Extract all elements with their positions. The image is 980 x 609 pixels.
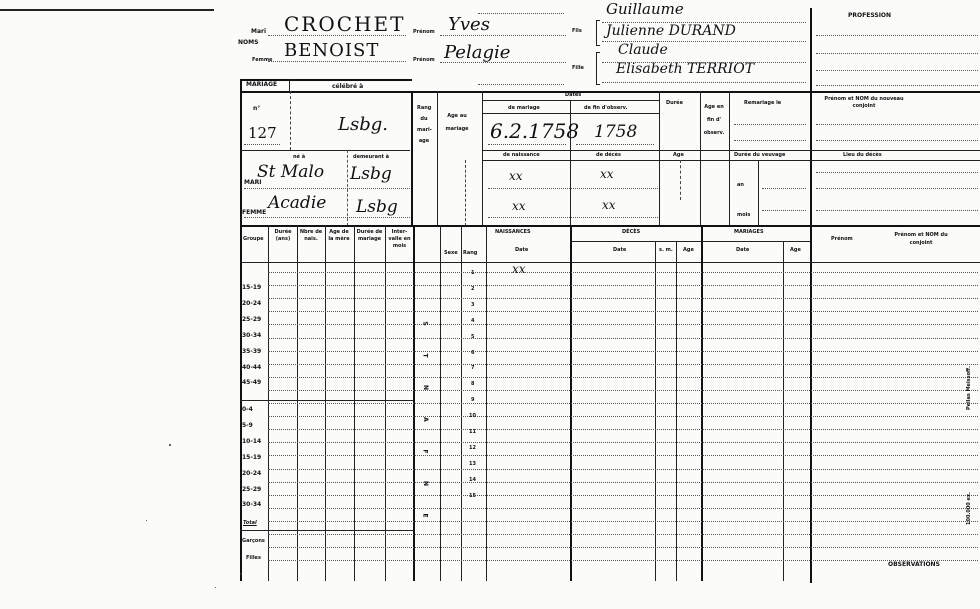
duree-right-rule xyxy=(700,91,701,226)
remariage-line-2 xyxy=(734,140,806,141)
mariage-left-rule xyxy=(240,79,242,225)
naissance-line-2 xyxy=(488,217,658,218)
rank-number: 10 xyxy=(469,413,476,419)
speck-3 xyxy=(215,587,216,588)
rank-number: 6 xyxy=(471,350,475,356)
grid-row-line xyxy=(268,521,978,522)
grid-row-line xyxy=(268,560,978,561)
subheader-rule xyxy=(570,241,810,242)
grid-row-line xyxy=(268,534,978,535)
grid-row-line xyxy=(268,495,978,496)
fils-brace xyxy=(596,20,600,46)
rank-number: 12 xyxy=(469,445,476,451)
grid-row-line xyxy=(268,442,978,443)
femme-residence: Lsbg xyxy=(356,197,398,217)
wife-surname-line xyxy=(268,61,406,62)
mariages-age-header: Age xyxy=(790,247,801,253)
mari-residence: Lsbg xyxy=(350,164,392,184)
celebre-label: célébré à xyxy=(332,83,364,90)
husband-surname-line xyxy=(268,35,406,36)
veuvage-divider xyxy=(758,160,759,226)
observations-label: OBSERVATIONS xyxy=(888,561,940,568)
lieu-deces-label: Lieu du décès xyxy=(843,152,882,158)
naissances-header: NAISSANCES xyxy=(495,229,531,235)
husband-extra-line xyxy=(478,13,564,14)
date-fin-value: 1758 xyxy=(594,122,638,142)
mari-label: Mari xyxy=(251,28,267,35)
age-group-label: 5-9 xyxy=(242,422,253,429)
duree-ans-header: Durée (ans) xyxy=(274,229,292,242)
rang-right-rule xyxy=(437,91,438,226)
nouveau-conjoint-label: Prénom et NOM du nouveau conjoint xyxy=(824,96,904,109)
enfants-letter: T xyxy=(421,353,429,358)
remariage-line-1 xyxy=(734,124,806,125)
rank-number: 13 xyxy=(469,461,476,467)
age-fin-label: Age en fin d' observ. xyxy=(703,104,725,136)
total-label: Total xyxy=(243,520,257,526)
speck-1 xyxy=(169,444,171,446)
duree-mariage-header: Durée de mariage xyxy=(356,229,383,242)
mari-deces: xx xyxy=(600,167,614,181)
age-group-label: 15-19 xyxy=(242,284,262,291)
husband-mother: Julienne DURAND xyxy=(606,23,736,39)
conjoint-line-2 xyxy=(816,140,978,141)
rank-number: 5 xyxy=(471,334,475,340)
speck-4 xyxy=(240,573,242,575)
mariage-title: MARIAGE xyxy=(246,81,278,88)
prenom-header: Prénom xyxy=(831,236,853,242)
profession-line-3 xyxy=(816,70,978,71)
lieu-line-3 xyxy=(816,210,978,211)
grid-row-line xyxy=(268,403,978,404)
profession-line-2 xyxy=(816,53,978,54)
age-deces-dash xyxy=(679,160,681,200)
ne-a-label: né à xyxy=(293,154,306,160)
grid-row-line xyxy=(268,429,978,430)
rank-number: 11 xyxy=(469,429,476,435)
wife-prenom-label: Prénom xyxy=(413,57,435,63)
grid-row-line xyxy=(268,508,978,509)
husband-firstname: Yves xyxy=(448,14,490,35)
date-fin-line xyxy=(576,144,654,145)
enfants-letter: N xyxy=(422,384,430,391)
number-divider xyxy=(289,91,291,150)
grid-row-line xyxy=(268,311,978,312)
husband-firstname-line xyxy=(440,35,566,36)
conjoint-line-1 xyxy=(816,124,978,125)
col-decesdate-rule xyxy=(655,241,656,581)
age-group-label: 45-49 xyxy=(242,379,262,386)
filles-label: Filles xyxy=(246,555,261,561)
age-group-label: 20-24 xyxy=(242,300,262,307)
age-deces-label: Age xyxy=(673,152,684,158)
de-mariage-label: de mariage xyxy=(508,105,540,111)
col-sm-rule xyxy=(676,241,677,581)
de-fin-label: de fin d'observ. xyxy=(584,105,628,111)
sexe-header: Sexe xyxy=(444,250,458,256)
grid-left-rule xyxy=(240,225,242,581)
profession-title: PROFESSION xyxy=(848,12,892,19)
mari-row-label: MARI xyxy=(244,179,262,186)
mariages-header: MARIAGES xyxy=(734,229,764,235)
rank-number: 15 xyxy=(469,493,476,499)
first-birth-date: xx xyxy=(512,262,526,276)
fille-label: Fille xyxy=(572,65,584,71)
veuvage-line-1 xyxy=(762,188,806,189)
de-naissance-label: de naissance xyxy=(503,152,540,158)
veuvage-line-2 xyxy=(762,210,806,211)
top-left-rule xyxy=(0,9,214,11)
age-group-label: 30-34 xyxy=(242,332,262,339)
deces-header: DÉCÈS xyxy=(622,229,641,235)
wife-firstname-line xyxy=(440,62,566,63)
print-run-mark: 100.000 ex. xyxy=(966,491,972,525)
rang-left-rule xyxy=(411,91,413,226)
de-deces-label: de décès xyxy=(596,152,622,158)
deces-age-header: Age xyxy=(683,247,694,253)
age-group-label: 10-14 xyxy=(242,438,262,445)
dates-header-rule xyxy=(482,113,660,114)
wife-father: Claude xyxy=(618,42,668,58)
grid-row-line xyxy=(268,324,978,325)
groupe-header: Groupe xyxy=(243,236,264,242)
femme-naissance: xx xyxy=(512,199,526,213)
an-label: an xyxy=(737,182,744,188)
conjoint-header: Prénom et NOM du conjoint xyxy=(894,232,948,246)
rang-label xyxy=(417,103,431,147)
rang-header: Rang xyxy=(463,250,478,256)
mari-naissance: xx xyxy=(509,169,523,183)
marriage-number: 127 xyxy=(248,124,277,142)
rank-number: 2 xyxy=(471,286,475,292)
age-dash xyxy=(464,160,466,226)
femme-deces: xx xyxy=(602,198,616,212)
husband-father: Guillaume xyxy=(606,0,684,18)
age-group-label: 40-44 xyxy=(242,364,262,371)
enfants-letter: A xyxy=(421,417,429,422)
naiss-date-header: Date xyxy=(515,247,529,253)
fille-brace xyxy=(596,52,600,85)
total-rule xyxy=(240,530,413,531)
age-group-label: 0-4 xyxy=(242,406,253,413)
mariage-mid-rule xyxy=(240,150,410,151)
father1-line xyxy=(602,22,806,23)
grid-row-line xyxy=(268,351,978,352)
rank-number: 14 xyxy=(469,477,476,483)
age-group-label: 25-29 xyxy=(242,316,262,323)
demeurant-label: demeurant à xyxy=(353,154,390,160)
rank-number: 1 xyxy=(471,270,475,276)
age-group-label: 25-29 xyxy=(242,486,262,493)
mother1-line xyxy=(602,41,806,42)
date-mariage-value: 6.2.1758 xyxy=(490,119,580,143)
naissance-line-1 xyxy=(488,188,658,189)
wife-surname: BENOIST xyxy=(284,40,380,61)
grid-header-rule xyxy=(240,262,980,263)
mariage-row-rule xyxy=(240,91,980,93)
age-mere-header: Age de la mère xyxy=(328,229,350,242)
grid-row-line xyxy=(268,390,978,391)
sm-header: s. m. xyxy=(659,247,673,253)
grid-row-line xyxy=(268,285,978,286)
enfants-letter: N xyxy=(422,480,430,487)
grid-row-line xyxy=(268,482,978,483)
grid-row-line xyxy=(268,272,978,273)
age-mariage-label: Age au mariage xyxy=(445,113,469,132)
groups-divider xyxy=(240,400,413,401)
col-mardate-rule xyxy=(783,241,784,581)
femme-label: Femme xyxy=(252,57,273,63)
femme-row-label: FEMME xyxy=(242,209,267,216)
enfants-letter: E xyxy=(421,513,429,518)
mari-row-line xyxy=(244,188,410,189)
intervalle-header: Inter-valle en mois xyxy=(388,229,411,249)
age-right-rule xyxy=(482,91,483,226)
grid-row-line xyxy=(268,469,978,470)
dates-under-rule xyxy=(482,100,660,101)
age-group-label: 20-24 xyxy=(242,470,262,477)
noms-label: NOMS xyxy=(238,39,259,46)
right-column-rule xyxy=(810,8,812,583)
femme-row-line xyxy=(244,217,410,218)
grid-row-line xyxy=(268,377,978,378)
fils-label: Fils xyxy=(572,28,582,34)
rank-number: 9 xyxy=(471,397,475,403)
husband-prenom-label: Prénom xyxy=(413,29,435,35)
enfants-letter: F xyxy=(421,449,429,454)
speck-2 xyxy=(146,520,147,521)
femme-birthplace: Acadie xyxy=(268,193,327,213)
age-group-label: 30-34 xyxy=(242,501,262,508)
husband-surname: CROCHET xyxy=(284,12,406,36)
rank-number: 3 xyxy=(471,302,475,308)
wife-mother: Elisabeth TERRIOT xyxy=(616,61,755,77)
mois-label: mois xyxy=(737,212,751,218)
duree-veuvage-label: Durée du veuvage xyxy=(734,152,786,158)
numero-label: n° xyxy=(253,105,261,112)
profession-line-4 xyxy=(816,85,978,86)
lieu-line-2 xyxy=(816,188,978,189)
grid-row-line xyxy=(268,416,978,417)
mari-birthplace: St Malo xyxy=(257,162,325,182)
deces-date-header: Date xyxy=(613,247,627,253)
grid-row-line xyxy=(268,547,978,548)
nbre-naiss-header: Nbre de nais. xyxy=(299,229,323,242)
number-line xyxy=(244,144,280,145)
garcons-label: Garçons xyxy=(242,538,265,544)
rang-label-text: Rang du mari-age xyxy=(417,105,432,144)
duree-left-rule xyxy=(659,91,660,226)
grid-row-line xyxy=(268,338,978,339)
publisher-mark: Pellas Meissoff. xyxy=(966,366,972,410)
mariage-label-divider xyxy=(289,79,290,91)
grid-row-line xyxy=(268,298,978,299)
grid-row-line xyxy=(268,364,978,365)
rank-number: 4 xyxy=(471,318,475,324)
age-group-label: 35-39 xyxy=(242,348,262,355)
duree-label: Durée xyxy=(666,100,683,106)
enfants-letter: S xyxy=(421,321,429,326)
wife-extra-line xyxy=(478,84,564,85)
remariage-label: Remariage le xyxy=(744,100,782,106)
wife-firstname: Pelagie xyxy=(444,42,511,63)
mariages-date-header: Date xyxy=(736,247,750,253)
age-fin-right-rule xyxy=(729,91,730,226)
dates-label: Dates xyxy=(565,92,582,98)
rank-number: 7 xyxy=(471,365,475,371)
father2-line xyxy=(602,62,806,63)
marriage-place: Lsbg. xyxy=(338,114,388,135)
naissance-header-bottom xyxy=(482,160,980,161)
grid-top-rule xyxy=(240,225,980,227)
mother2-line xyxy=(602,82,806,83)
profession-line-1 xyxy=(816,35,978,36)
age-group-label: 15-19 xyxy=(242,454,262,461)
naissance-header-top xyxy=(482,150,980,151)
rank-number: 8 xyxy=(471,381,475,387)
date-mariage-line xyxy=(488,144,566,145)
lieu-line-1 xyxy=(816,172,978,173)
grid-row-line xyxy=(268,455,978,456)
